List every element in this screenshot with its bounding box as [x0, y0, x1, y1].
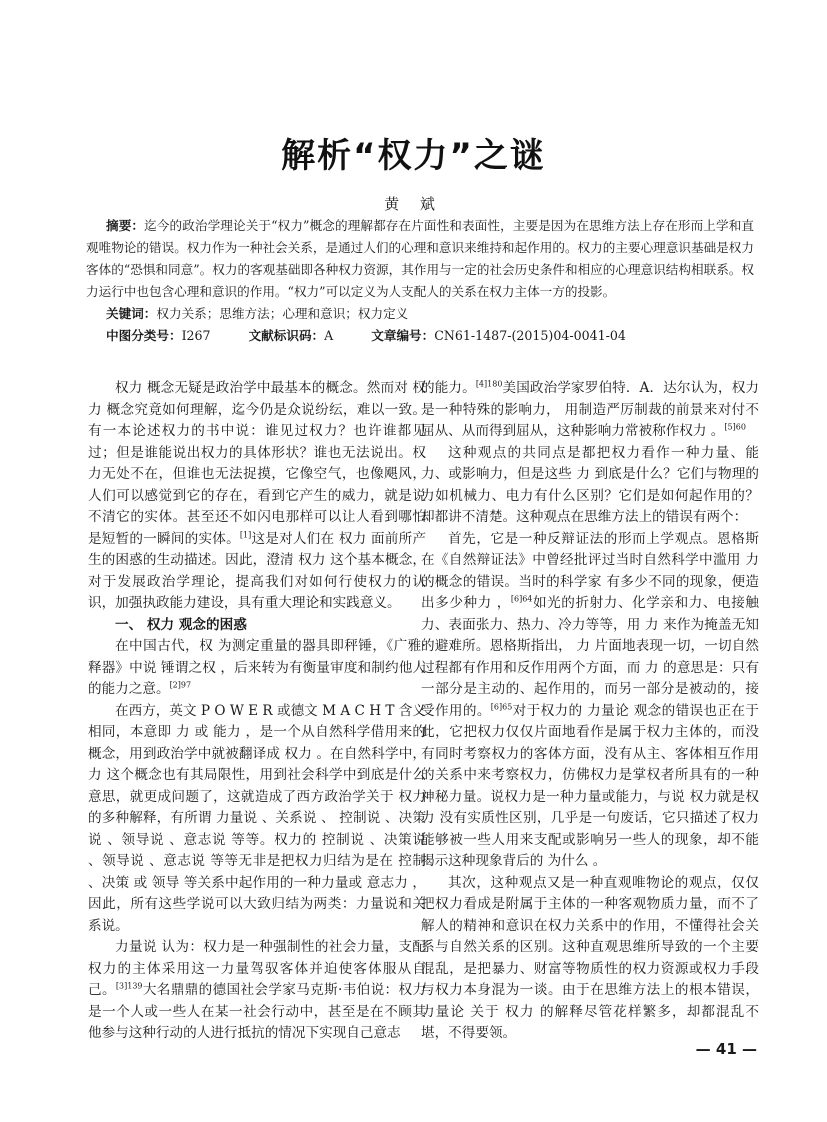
paragraph-text: 美国政治学家罗伯特．A．达尔认为，权力是一种特殊的影响力， 用制造严厉制裁的前景来对付不屈从、从而得到屈从，这种影响力常被称作权力 。 [421, 380, 759, 439]
citation: [1] [239, 529, 252, 539]
paragraph-text: 力量说 认为：权力是一种强制性的社会力量，支配权力的主体采用这一力量驾驭客体并迫使客体服从自己。 [88, 939, 426, 998]
keywords-label: 关键词： [106, 306, 157, 321]
article-title: 解析“权力”之谜 [281, 136, 546, 176]
right-column [421, 378, 759, 1045]
paragraph-text: 这是对人们在 权力 面前所产生的困惑的生动描述。因此，澄清 权力 这个基本概念，对于发展政治学理论，提高我们对如何行使权力的认识，加强执政能力建设，具有重大理论和实践意义。 [88, 530, 426, 611]
classification-line [86, 325, 754, 347]
body-paragraph: 其次，这种观点又是一种直观唯物论的观点，仅仅把权力看成是附属于主体的一种客观物质力量，而不了解人的精神和意识在权力关系中的作用，不懂得社会关系与自然关系的区别。这种直观思维所导致的一个主要混乱，是把暴力、财富等物质性的权力资源或权力手段与权力本身混为一谈。由于在思维方法上的根本错误， 力量论 关于 权力 的解释尽管花样繁多，却都混乱不堪，不得要领。 [421, 874, 759, 1041]
front-matter [86, 215, 754, 347]
paragraph-text: 在中国古代，权 为测定重量的器具即秤锤，《广雅·释器》中说 锤谓之权 ，后来转为有衡量审度和制约他人的能力之意。 [88, 638, 426, 697]
article-no-label: 文章编号： [371, 328, 435, 343]
citation: [5]60 [724, 422, 746, 432]
clc-item [106, 325, 211, 347]
body-paragraph [88, 378, 426, 615]
doc-code-value: A [324, 328, 334, 343]
citation: [6]64 [510, 594, 533, 604]
doc-code-label: 文献标识码： [248, 328, 325, 343]
body-paragraph [421, 529, 759, 873]
paragraph-text: 对于权力的 力量论 观念的错误也正在于此，它把权力仅仅片面地看作是属于权力主体的，而没有同时考察权力的客体方面，没有从主、客体相互作用的关系中来考察权力，仿佛权力是掌权者所具有的一种神秘力量。说权力是一种力量或能力，与说 权力就是权力 没有实质性区别，几乎是一句废话，它只描述了权力能够被一些人用来支配或影响另一些人的现象，却不能揭示这种现象背后的 为什么 。 [421, 702, 759, 869]
keywords-text: 权力关系；思维方法；心理和意识；权力定义 [156, 306, 409, 321]
abstract [86, 215, 754, 303]
article-no-value: CN61-1487-(2015)04-0041-04 [434, 328, 626, 343]
clc-label: 中图分类号： [106, 328, 182, 343]
abstract-text: 迄今的政治学理论关于“权力”概念的理解都存在片面性和表面性，主要是因为在思维方法上存在形而上学和直观唯物论的错误。权力作为一种社会关系，是通过人们的心理和意识来维持和起作用的。权力的主要心理意识基础是权力客体的“恐惧和同意”。权力的客观基础即各种权力资源，其作用与一定的社会历史条件和相应的心理意识结构相联系。权力运行中也包含心理和意识的作用。“权力”可以定义为人支配人的关系在权力主体一方的投影。 [86, 218, 754, 299]
paragraph-text: 的能力。 [421, 380, 476, 396]
citation: [6]65 [490, 701, 513, 711]
paragraph-text: 如光的折射力、化学亲和力、电接触力、表面张力、热力、冷力等等，用 力 来作为掩盖无知的避难所。恩格斯指出， 力 片面地表现一切，一切自然过程都有作用和反作用两个方面，而 力 的意思是：只有一部分是主动的、起作用的，而另一部分是被动的，接受作用的。 [421, 595, 759, 719]
citation: [2]97 [169, 680, 192, 690]
doc-code-item [249, 325, 334, 347]
left-column [88, 378, 426, 1045]
paragraph-text: 权力 概念无疑是政治学中最基本的概念。然而对 权力 概念究竟如何理解，迄今仍是众说纷纭，难以一致。有一本论述权力的书中说：谁见过权力？也许谁都见过；但是谁能说出权力的具体形状？谁也无法说出。权力无处不在，但谁也无法捉摸，它像空气，也像飓风，人们可以感觉到它的存在，看到它产生的威力，就是说不清它的实体。甚至还不如闪电那样可以让人看到哪怕是短暂的一瞬间的实体。 [88, 380, 426, 547]
body-paragraph [88, 937, 426, 1045]
body-paragraph [421, 378, 759, 443]
citation: [4]180 [475, 379, 503, 389]
body-paragraph: 在西方，英文 P O W E R 或德文 M A C H T 含义相同，本意即 力 或 能力 ，是一个从自然科学借用来的概念，用到政治学中就被翻译成 权力 。在自然科学中， 力 这个概念也有其局限性，用到社会科学中到底是什么意思，就更成问题了，这就造成了西方政治学关于 权力 的多种解释，有所谓 力量说 、关系说 、 控制说 、决策说 、领导说 、意志说 等等。权力的 控制说 、决策说 、领导说 、意志说 等等无非是把权力归结为是在 控制 、决策 或 领导 等关系中起作用的一种力量或 意志力 ，因此，所有这些学说可以大致归结为两类：力量说和关系说。 [88, 702, 426, 934]
page-number: — 41 — [695, 1040, 757, 1058]
abstract-label: 摘要： [106, 218, 145, 233]
author-name: 黄 斌 [384, 195, 443, 213]
paragraph-text: 首先，它是一种反辩证法的形而上学观点。恩格斯在《自然辩证法》中曾经批评过当时自然科学中滥用 力 的概念的错误。当时的科学家 有多少不同的现象，便造出多少种力 ， [421, 530, 759, 611]
body-paragraph [88, 636, 426, 701]
paragraph-text: 大名鼎鼎的德国社会学家马克斯·韦伯说：权力是一个人或一些人在某一社会行动中，甚至是在不顾其他参与这种行动的人进行抵抗的情况下实现自己意志 [88, 982, 426, 1041]
body-paragraph: 这种观点的共同点是都把权力看作一种力量、能力、或影响力，但是这些 力 到底是什么？它们与物理的力如机械力、电力有什么区别？它们是如何起作用的？却都讲不清楚。这种观点在思维方法上的错误有两个： [421, 444, 759, 525]
article-no-item [371, 325, 626, 347]
clc-value: I267 [181, 328, 211, 343]
keywords [86, 303, 754, 325]
section-heading: 一、 权力 观念的困惑 [115, 616, 247, 633]
citation: [3]139 [115, 981, 143, 991]
